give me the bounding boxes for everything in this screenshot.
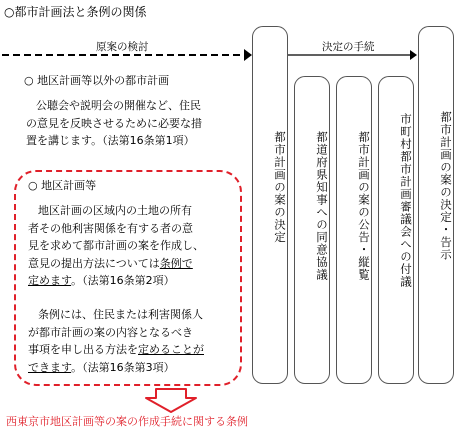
- para1-line: 地区計画の区域内の土地の所有: [38, 204, 192, 217]
- para1-plain: 。（法第16条第2項）: [71, 274, 175, 287]
- para1-line: 見を求めて都市計画の案を作成し、: [28, 239, 204, 252]
- red-down-arrow: [146, 389, 196, 412]
- para2-underlined: 定めることが: [138, 343, 204, 356]
- stage-draft-decision-label: 都市計画の案の決定: [273, 131, 287, 244]
- ordinance-caption: 西東京市地区計画等の案の作成手続に関する条例: [6, 415, 248, 428]
- para1-plain: 意見の提出方法については: [28, 256, 160, 270]
- section1-title: ○ 地区計画等以外の都市計画: [24, 74, 170, 87]
- flow-label-draft: 原案の検討: [96, 41, 149, 53]
- para1-line: [28, 272, 242, 290]
- stage-governor-consent: [294, 76, 330, 384]
- section1-body: [26, 97, 256, 150]
- draft-flow-arrowhead: [244, 49, 252, 61]
- para1-line: 者その他利害関係を有する者の意: [28, 221, 193, 235]
- stage-governor-consent-label: 都道府県知事への同意協議: [315, 131, 329, 281]
- para2-underlined: できます: [28, 360, 72, 374]
- stage-final-decision-label: 都市計画の案の決定・告示: [439, 111, 453, 261]
- stage-public-notice-label: 都市計画の案の公告・縦覧: [357, 131, 371, 281]
- para1-line: [28, 255, 242, 273]
- para2-line: が都市計画の案の内容となるべき: [28, 325, 193, 339]
- para2-plain: 事項を申し出る方法を: [28, 343, 138, 356]
- para2-line: [28, 341, 242, 359]
- section1-line: の意見を反映させるために必要な措: [26, 116, 202, 130]
- para2-plain: 。（法第16条第3項）: [71, 360, 175, 374]
- stage-council-referral: [378, 76, 414, 384]
- section2-para1: [28, 202, 242, 290]
- stage-council-referral-label: 市町村都市計画審議会への付議: [399, 113, 413, 288]
- decision-flow-arrowhead: [410, 50, 417, 60]
- para2-line: [28, 359, 242, 377]
- flow-label-decision: 決定の手続: [322, 41, 375, 53]
- section2-title: ○ 地区計画等: [28, 179, 97, 192]
- section2-para2: [28, 306, 242, 376]
- section1-line: 置を講じます。（法第16条第1項）: [26, 134, 195, 147]
- para2-line: 条例には、住民または利害関係人: [38, 308, 203, 321]
- stage-final-decision: [418, 26, 454, 384]
- stage-draft-decision: [252, 26, 288, 384]
- section1-line: 公聴会や説明会の開催など、住民: [36, 99, 201, 112]
- para1-underlined: 定めます: [28, 274, 72, 287]
- stage-public-notice: [336, 76, 372, 384]
- diagram-heading: ○都市計画法と条例の関係: [4, 5, 147, 19]
- para1-underlined: 条例で: [159, 256, 193, 270]
